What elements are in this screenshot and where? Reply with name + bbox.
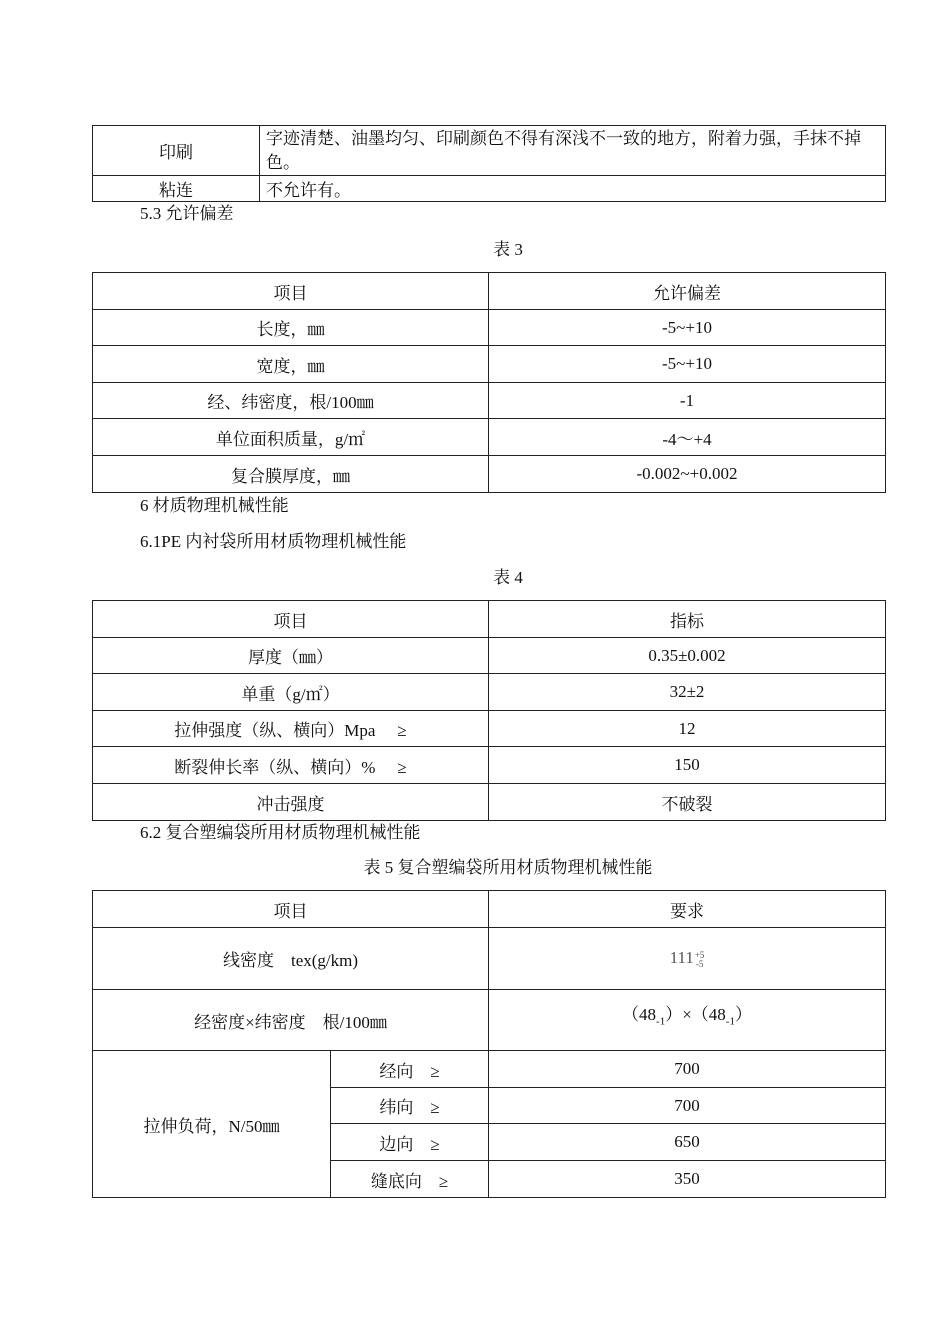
table-cell: 复合膜厚度，㎜ — [93, 456, 489, 493]
table-row — [93, 310, 886, 346]
table-cell: 粘连 — [93, 176, 260, 202]
table-row — [93, 383, 886, 419]
table-cell: -5~+10 — [489, 346, 886, 383]
table-header-row — [93, 601, 886, 638]
item-label: 厚度（㎜） — [248, 648, 333, 667]
table-row — [93, 928, 886, 990]
table-caption: 表 5 复合塑编袋所用材质物理机械性能 — [363, 858, 653, 877]
table-cell: -1 — [489, 383, 886, 419]
woven-bag-properties-table — [92, 890, 886, 1198]
table-header-row — [93, 891, 886, 928]
table-row — [93, 126, 886, 176]
ge-symbol: ≥ — [397, 757, 407, 777]
table-header-cell: 项目 — [93, 273, 489, 310]
table-row — [93, 456, 886, 493]
table-cell: 0.35±0.002 — [489, 638, 886, 674]
table-cell: 650 — [489, 1124, 886, 1161]
ge-symbol: ≥ — [430, 1134, 440, 1154]
item-label: 断裂伸长率（纵、横向）% — [174, 757, 376, 777]
table-cell: 字迹清楚、油墨均匀、印刷颜色不得有深浅不一致的地方，附着力强，手抹不掉色。 — [260, 126, 886, 176]
pe-liner-properties-table — [92, 600, 886, 821]
table-caption: 表 4 — [493, 568, 523, 587]
table-cell: -4～+4 — [489, 419, 886, 456]
value-base: 111 — [669, 948, 694, 968]
section-heading: 6 材质物理机械性能 — [140, 496, 289, 515]
table-row — [93, 419, 886, 456]
ge-symbol: ≥ — [430, 1098, 440, 1117]
table-cell: 长度，㎜ — [93, 310, 489, 346]
upper-tolerance: +5 — [694, 949, 705, 960]
table-cell: -0.002~+0.002 — [489, 456, 886, 493]
item-label: 拉伸强度（纵、横向）Mpa — [174, 721, 376, 740]
linear-density-value — [489, 928, 886, 990]
ge-symbol: ≥ — [430, 1061, 440, 1081]
density-tolerance: -1 — [656, 1015, 666, 1028]
table-cell: 700 — [489, 1088, 886, 1124]
table-cell — [93, 674, 489, 711]
table-cell: 700 — [489, 1051, 886, 1088]
table-row — [93, 638, 886, 674]
appearance-table — [92, 125, 886, 202]
table-cell: 印刷 — [93, 126, 260, 176]
direction-cell — [331, 1161, 489, 1198]
table-cell — [93, 638, 489, 674]
tolerance-table — [92, 272, 886, 493]
lower-tolerance: -5 — [695, 958, 704, 969]
table-cell: 经、纬密度，根/100㎜ — [93, 383, 489, 419]
direction-cell — [331, 1051, 489, 1088]
table-header-cell: 项目 — [93, 891, 489, 928]
table-cell: 单位面积质量，g/㎡ — [93, 419, 489, 456]
table-row — [93, 784, 886, 821]
table-header-cell: 项目 — [93, 601, 489, 638]
density-part: ） — [734, 1005, 752, 1024]
item-label: 冲击强度 — [256, 794, 325, 814]
item-label: 单重（g/㎡） — [241, 684, 340, 704]
table-row — [93, 176, 886, 202]
table-row — [93, 674, 886, 711]
section-heading: 6.2 复合塑编袋所用材质物理机械性能 — [140, 823, 421, 842]
density-label: 经密度×纬密度 根/100㎜ — [93, 990, 489, 1051]
table-header-cell: 指标 — [489, 601, 886, 638]
table-header-cell: 要求 — [489, 891, 886, 928]
table-cell: 不允许有。 — [260, 176, 886, 202]
tensile-load-label: 拉伸负荷，N/50㎜ — [93, 1051, 331, 1198]
direction-cell — [331, 1124, 489, 1161]
ge-symbol: ≥ — [397, 721, 407, 740]
direction-label: 纬向 — [379, 1098, 414, 1117]
table-cell: 150 — [489, 747, 886, 784]
direction-label: 边向 — [379, 1134, 414, 1154]
table-header-cell: 允许偏差 — [489, 273, 886, 310]
table-header-row — [93, 273, 886, 310]
density-part: （48 — [622, 1005, 657, 1024]
section-heading: 6.1PE 内衬袋所用材质物理机械性能 — [140, 532, 407, 551]
direction-label: 经向 — [379, 1061, 414, 1081]
table-cell: 12 — [489, 711, 886, 747]
table-row — [93, 711, 886, 747]
table-cell: 32±2 — [489, 674, 886, 711]
table-caption: 表 3 — [493, 240, 523, 259]
ge-symbol: ≥ — [438, 1171, 449, 1191]
table-row — [93, 747, 886, 784]
direction-cell — [331, 1088, 489, 1124]
density-tolerance: -1 — [725, 1015, 735, 1028]
table-cell — [93, 747, 489, 784]
table-cell: 宽度，㎜ — [93, 346, 489, 383]
table-cell — [93, 784, 489, 821]
table-cell: 不破裂 — [489, 784, 886, 821]
density-part: ）×（48 — [665, 1005, 726, 1024]
table-row — [93, 346, 886, 383]
table-cell — [93, 711, 489, 747]
direction-label: 缝底向 — [370, 1171, 422, 1191]
table-cell: 350 — [489, 1161, 886, 1198]
table-row — [93, 990, 886, 1051]
section-heading: 5.3 允许偏差 — [140, 204, 234, 223]
table-row — [93, 1051, 886, 1088]
density-value — [489, 990, 886, 1051]
linear-density-label: 线密度 tex(g/km) — [93, 928, 489, 990]
table-cell: -5~+10 — [489, 310, 886, 346]
